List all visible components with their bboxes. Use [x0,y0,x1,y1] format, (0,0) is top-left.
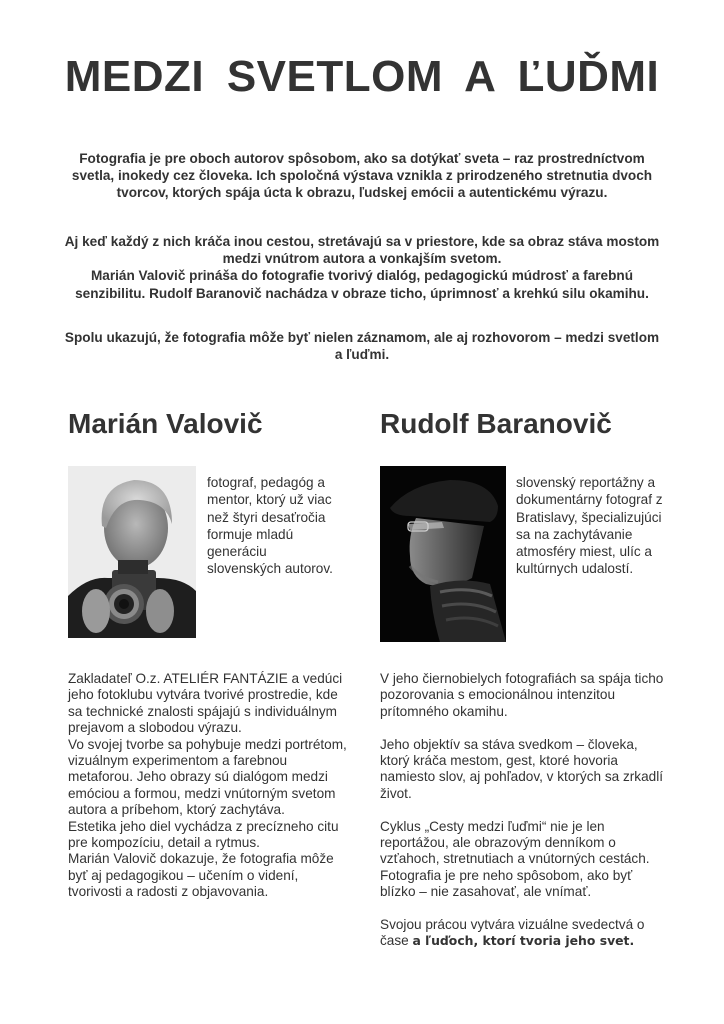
portrait-image-icon [380,466,506,642]
portrait-photo-valovic [68,466,196,638]
closing-text: Svojou prácou vytvára vizuálne svedectvá o čase [380,917,645,949]
short-bio-valovic: fotograf, pedagóg a mentor, ktorý už viac než štyri desaťročia formuje mladú generáciu slovenských autorov. [207,475,333,577]
intro-text: Marián Valovič prináša do fotografie tvorivý dialóg, pedagogickú múdrosť a farebnú senzibilitu. Rudolf Baranovič nachádza v obraze ticho, úprimnosť a krehkú silu okamihu. [75,268,649,301]
page-title: MEDZI SVETLOM A ĽUĎMI [64,52,660,101]
intro-text: Spolu ukazujú, že fotografia môže byť nielen záznamom, ale aj rozhovorom – medzi svetlom a ľuďmi. [64,330,660,363]
intro-text: Aj keď každý z nich kráča inou cestou, stretávajú sa v priestore, kde sa obraz stáva mostom medzi vnútrom autora a vonkajším svetom. [64,234,660,267]
intro-text: Fotografia je pre oboch autorov spôsobom, ako sa dotýkať sveta – raz prostredníctvom svetla, inokedy cez človeka. Ich spoločná výstava vznikla z prirodzeného stretnutia dvoch tvorcov, ktorých spája úcta k obrazu, ľudskej emócii a autentickému výrazu. [71,151,653,201]
author-name-valovic: Marián Valovič [68,408,263,439]
intro-paragraph-2 [62,233,662,302]
closing-bold-text: a ľuďoch, ktorí tvoria jeho svet. [412,933,635,949]
portrait-image-icon [68,466,196,638]
intro-paragraph-3 [62,329,662,363]
bio-paragraph: Marián Valovič dokazuje, že fotografia môže byť aj pedagogikou – učením o videní, tvorivosti a radosti z objavovania. [68,851,334,900]
author-name-baranovic: Rudolf Baranovič [380,408,612,439]
intro-paragraph-1 [62,150,662,202]
bio-paragraph: Zakladateľ O.z. ATELIÉR FANTÁZIE a vedúci jeho fotoklubu vytvára tvorivé prostredie, kde sa technické znalosti spájajú s individuálnym prejavom a slobodou výrazu. [68,671,343,736]
portrait-photo-baranovic [380,466,506,642]
bio-paragraph: Jeho objektív sa stáva svedkom – človeka, ktorý kráča mestom, gest, ktoré hovoria namiesto slov, aj pohľadov, v ktorých sa zrkadlí život. [380,736,664,801]
long-bio-valovic [68,671,348,901]
bio-paragraph: Estetika jeho diel vychádza z precízneho citu pre kompozíciu, detail a rytmus. [68,818,339,851]
short-bio-baranovic: slovenský reportážny a dokumentárny fotograf z Bratislavy, špecializujúci sa na zachytávanie atmosféry miest, ulíc a kultúrnych udalostí. [516,475,663,577]
bio-closing [380,917,665,950]
bio-paragraph: Cyklus „Cesty medzi ľuďmi“ nie je len reportážou, ale obrazovým denníkom o vzťahoch, stretnutiach a vnútorných cestách. Fotografia je pre neho spôsobom, ako byť blízko – nie zasahovať, ale vnímať. [380,818,650,900]
bio-paragraph: V jeho čiernobielych fotografiách sa spája ticho pozorovania s emocionálnou intenzitou prítomného okamihu. [380,671,664,719]
long-bio-baranovic [380,671,665,950]
bio-paragraph: Vo svojej tvorbe sa pohybuje medzi portrétom, vizuálnym experimentom a farebnou metaforou. Jeho obrazy sú dialógom medzi emóciou a formou, medzi vnútorným svetom autora a príbehom, ktorý zachytáva. [68,736,347,818]
